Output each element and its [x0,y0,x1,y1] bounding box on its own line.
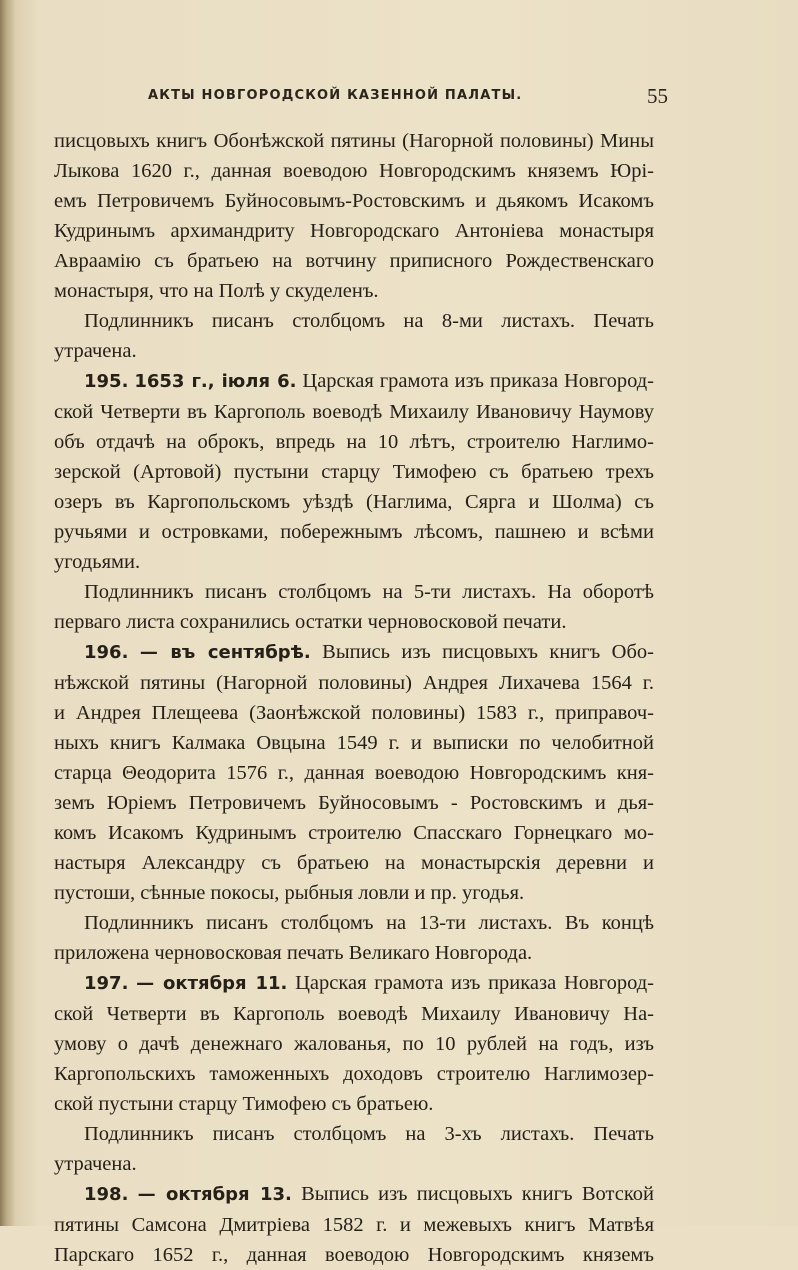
text-line: старца Θеодорита 1576 г., данная воеводою Новгородскимъ кня- [54,762,654,784]
entry-date: — октября 11. [136,973,288,994]
text-line: умову о дачѣ денежнаго жалованья, по 10 рублей на годъ, изъ [54,1033,654,1055]
body-text [54,126,654,1270]
running-header: АКТЫ НОВГОРОДСКОЙ КАЗЕННОЙ ПАЛАТЫ. [148,88,523,103]
text-line: ской пустыни старцу Тимофею съ братьею. [54,1093,434,1115]
text-line: пустоши, сѣнные покосы, рыбныя ловли и пр. угодья. [54,882,525,904]
entry-number: 195. [84,371,129,392]
text-line: Парскаго 1652 г., данная воеводою Новгородскимъ княземъ [54,1244,654,1266]
note-line: Подлинникъ писанъ столбцомъ на 5-ти листахъ. На оборотѣ [84,581,654,603]
text-line: ручьями и островками, побережнымъ лѣсомъ, пашнею и всѣми [54,521,654,543]
text-line: настыря Александру съ братьею на монастырскія деревни и [54,852,654,874]
text-line: ныхъ книгъ Калмака Овцына 1549 г. и выписки по челобитной [54,732,654,754]
note-line: утрачена. [54,1153,137,1175]
page-number: 55 [647,84,668,108]
note-line: перваго листа сохранились остатки черновосковой печати. [54,611,567,633]
note-line: Подлинникъ писанъ столбцомъ на 13-ти листахъ. Въ концѣ [84,912,654,934]
entry-197-first-line: 197. — октября 11. Царская грамота изъ приказа Новгород- [84,972,654,994]
text-line: и Андрея Плещеева (Заонѣжской половины) 1583 г., приправоч- [54,702,654,724]
entry-date: — въ сентябрѣ. [139,642,311,663]
text-line: нѣжской пятины (Нагорной половины) Андрея Лихачева 1564 г. [54,672,654,694]
entry-198-first-line: 198. — октября 13. Выпись изъ писцовыхъ книгъ Вотской [84,1183,654,1205]
text-line: ской Четверти въ Каргополь воеводѣ Михаилу Ивановичу Наумову [54,401,654,423]
entry-195-first-line: 195. 1653 г., іюля 6. Царская грамота изъ приказа Новгород- [84,370,655,392]
note-line: приложена черновосковая печать Великаго Новгорода. [54,942,533,964]
entry-number: 196. [84,642,129,663]
note-line: Подлинникъ писанъ столбцомъ на 8-ми листахъ. Печать утрачена. [54,310,654,362]
text-line: ской Четверти въ Каргополь воеводѣ Михаилу Ивановичу На- [54,1003,654,1025]
entry-number: 197. [84,973,129,994]
text-line: объ отдачѣ на оброкъ, впредь на 10 лѣтъ, строителю Наглимо- [54,431,654,453]
entry-date: — октября 13. [137,1184,292,1205]
text-line: Кудринымъ архимандриту Новгородскаго Антоніева монастыря [54,220,654,242]
note-line: Подлинникъ писанъ столбцомъ на 3-хъ листахъ. Печать [84,1123,654,1145]
text-line: Лыкова 1620 г., данная воеводою Новгородскимъ княземъ Юрі- [54,160,654,182]
text-line: Авраамію съ братьею на вотчину приписного Рождественскаго [54,250,654,272]
text-line: монастыря, что на Полѣ у скуделенъ. [54,280,379,302]
entry-number: 198. [84,1184,129,1205]
text-line: емъ Петровичемъ Буйносовымъ-Ростовскимъ и дьякомъ Исакомъ [54,190,654,212]
text-line: озеръ въ Каргопольскомъ уѣздѣ (Наглима, Сярга и Шолма) съ [54,491,654,513]
entry-date: 1653 г., іюля 6. [134,371,297,392]
text-line: пятины Самсона Дмитріева 1582 г. и межевыхъ книгъ Матвѣя [54,1214,654,1236]
text-line: земъ Юріемъ Петровичемъ Буйносовымъ - Ростовскимъ и дья- [54,792,654,814]
text-line: угодьями. [54,551,141,573]
text-line: Каргопольскихъ таможенныхъ доходовъ строителю Наглимозер- [54,1063,654,1085]
text-line: зерской (Артовой) пустыни старцу Тимофею съ братьею трехъ [54,461,654,483]
text-line: комъ Исакомъ Кудринымъ строителю Спасскаго Горнецкаго мо- [54,822,654,844]
text-line: писцовыхъ книгъ Обонѣжской пятины (Нагорной половины) Мины [54,130,654,152]
entry-196-first-line: 196. — въ сентябрѣ. Выпись изъ писцовыхъ книгъ Обо- [84,641,654,663]
